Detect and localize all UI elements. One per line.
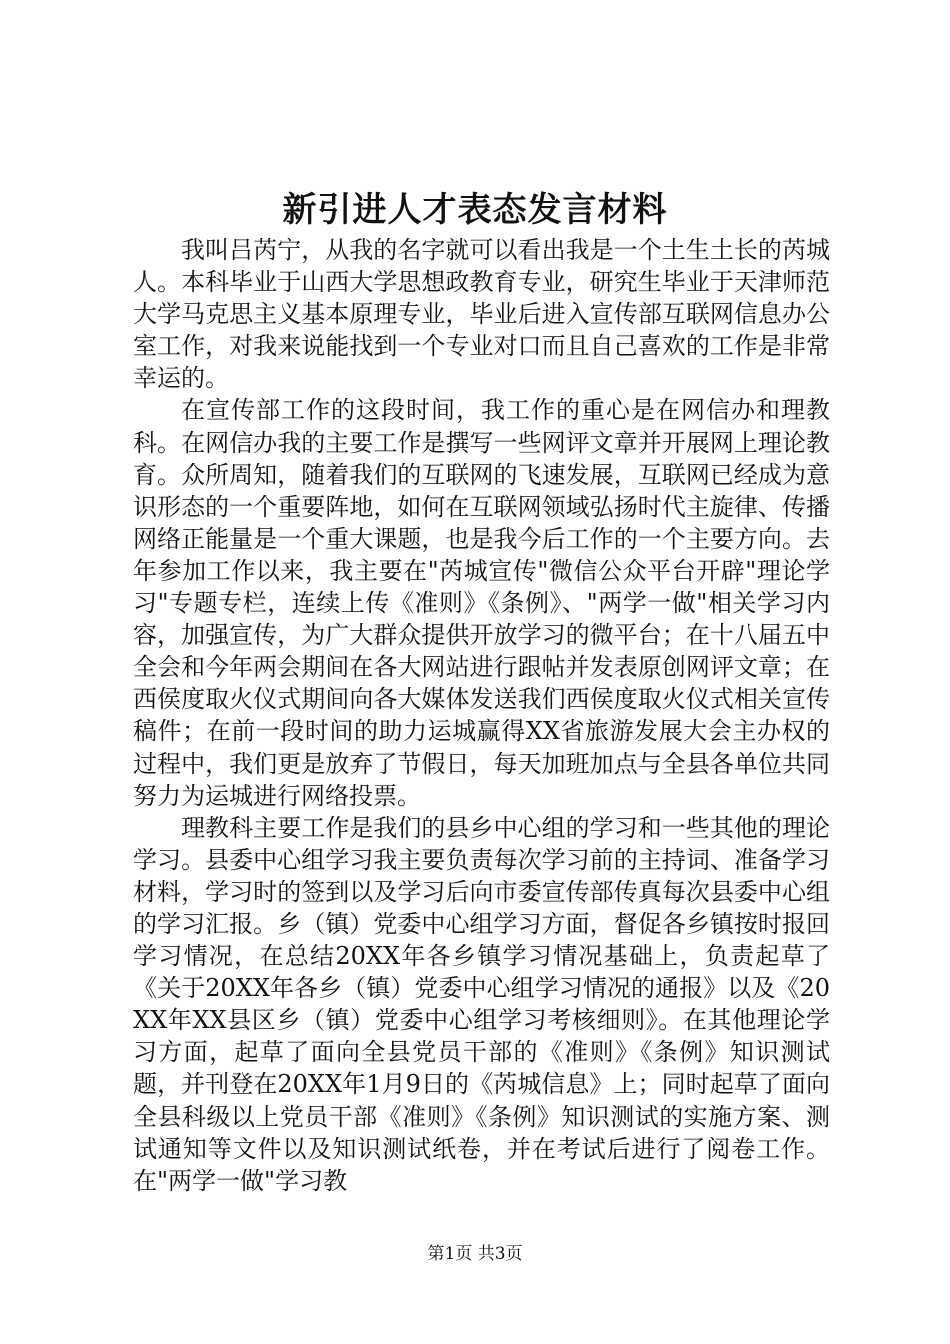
document-title: 新引进人才表态发言材料 (282, 190, 668, 230)
paragraph-theory-education: 理教科主要工作是我们的县乡中心组的学习和一些其他的理论学习。县委中心组学习我主要负责每次学习前的主持词、准备学习材料，学习时的签到以及学习后向市委宣传部传真每次县委中心组的学习汇报。乡（镇）党委中心组学习方面，督促各乡镇按时报回学习情况，在总结20XX年各乡镇学习情况基础上，负责起草了《关于20XX年各乡（镇）党委中心组学习情况的通报》以及《20XX年XX县区乡（镇）党委中心组学习考核细则》。在其他理论学习方面，起草了面向全县党员干部的《准则》《条例》知识测试题，并刊登在20XX年1月9日的《芮城信息》上；同时起草了面向全县科级以上党员干部《准则》《条例》知识测试的实施方案、测试通知等文件以及知识测试纸卷，并在考试后进行了阅卷工作。在"两学一做"学习教 (133, 813, 830, 1195)
page-footer: 第1页 共3页 (427, 1244, 523, 1264)
document-body (133, 234, 830, 1197)
paragraph-intro: 我叫吕芮宁，从我的名字就可以看出我是一个土生土长的芮城人。本科毕业于山西大学思想政教育专业，研究生毕业于天津师范大学马克思主义基本原理专业，毕业后进入宣传部互联网信息办公室工作，对我来说能找到一个专业对口而且自己喜欢的工作是非常幸运的。 (133, 236, 830, 393)
paragraph-propaganda-work: 在宣传部工作的这段时间，我工作的重心是在网信办和理教科。在网信办我的主要工作是撰写一些网评文章并开展网上理论教育。众所周知，随着我们的互联网的飞速发展，互联网已经成为意识形态的一个重要阵地，如何在互联网领域弘扬时代主旋律、传播网络正能量是一个重大课题，也是我今后工作的一个主要方向。去年参加工作以来，我主要在"芮城宣传"微信公众平台开辟"理论学习"专题专栏，连续上传《准则》《条例》、"两学一做"相关学习内容，加强宣传，为广大群众提供开放学习的微平台；在十八届五中全会和今年两会期间在各大网站进行跟帖并发表原创网评文章；在西侯度取火仪式期间向各大媒体发送我们西侯度取火仪式相关宣传稿件；在前一段时间的助力运城赢得XX省旅游发展大会主办权的过程中，我们更是放弃了节假日，每天加班加点与全县各单位共同努力为运城进行网络投票。 (133, 396, 830, 810)
